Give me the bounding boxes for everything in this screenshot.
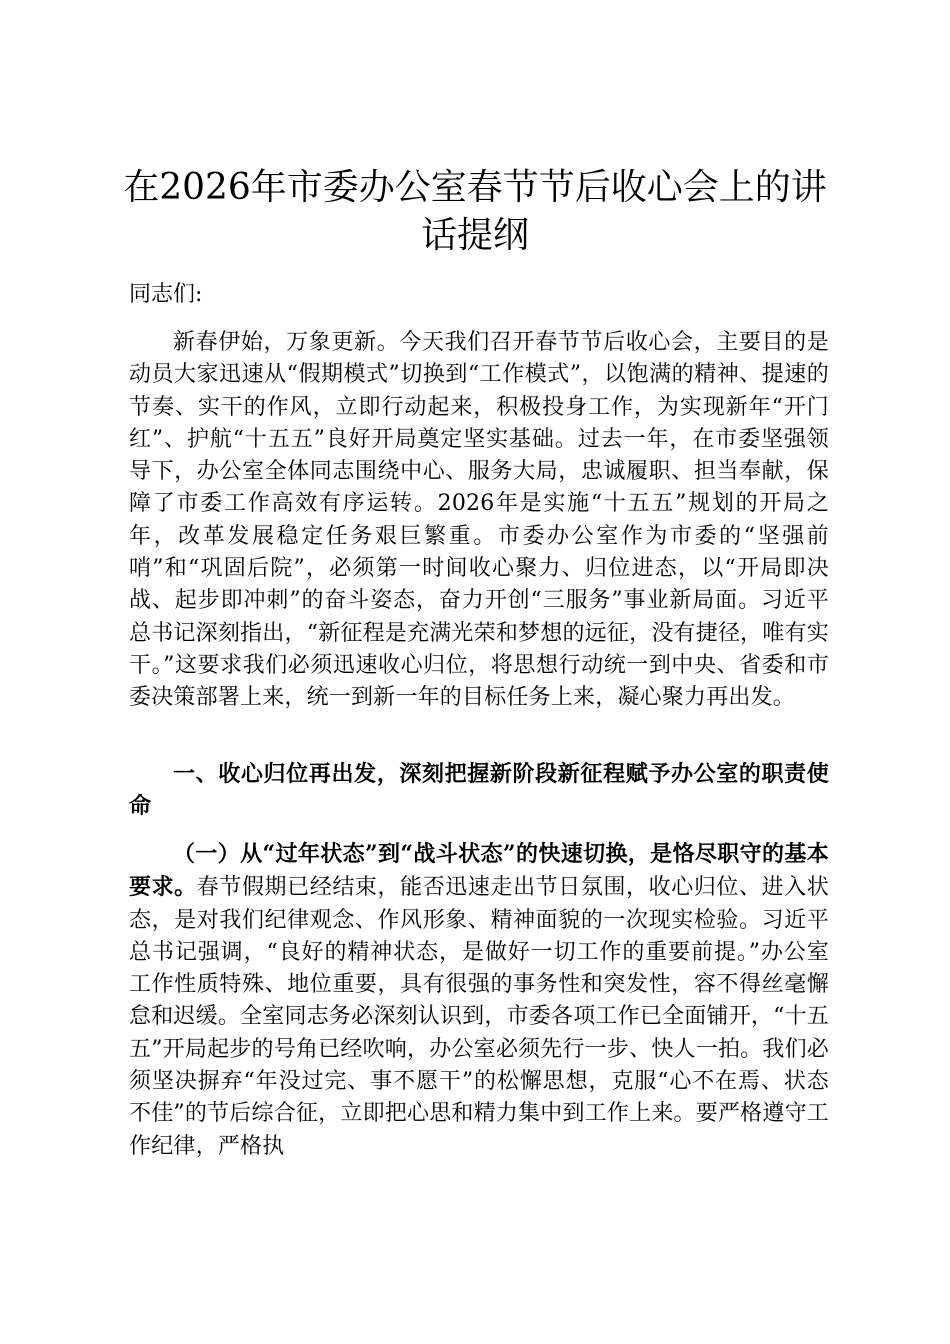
document-title: 在2026年市委办公室春节节后收心会上的讲话提纲: [123, 167, 827, 256]
subsection-lead-in: （一）从“过年状态”到“战斗状态”的快速切换，是恪尽职守的基本要求。: [129, 841, 829, 901]
section-heading: 一、收心归位再出发，深刻把握新阶段新征程赋予办公室的职责使命: [129, 761, 829, 820]
body-paragraph: 新春伊始，万象更新。今天我们召开春节节后收心会，主要目的是动员大家迅速从“假期模式”切换到“工作模式”，以饱满的精神、提速的节奏、实干的作风，立即行动起来，积极投身工作，为实现新年“开门红”、护航“十五五”良好开局奠定坚实基础。过去一年，在市委坚强领导下，办公室全体同志围绕中心、服务大局，忠诚履职、担当奉献，保障了市委工作高效有序运转。2026年是实施“十五五”规划的开局之年，改革发展稳定任务艰巨繁重。市委办公室作为市委的“坚强前哨”和“巩固后院”，必须第一时间收心聚力、归位进态，以“开局即决战、起步即冲刺”的奋斗姿态，奋力开创“三服务”事业新局面。习近平总书记深刻指出，“新征程是充满光荣和梦想的远征，没有捷径，唯有实干。”这要求我们必须迅速收心归位，将思想行动统一到中央、省委和市委决策部署上来，统一到新一年的目标任务上来，凝心聚力再出发。: [129, 330, 829, 711]
subsection-text: 春节假期已经结束，能否迅速走出节日氛围，收心归位、进入状态，是对我们纪律观念、作风形象、精神面貌的一次现实检验。习近平总书记强调，“良好的精神状态，是做好一切工作的重要前提。”办公室工作性质特殊、地位重要，具有很强的事务性和突发性，容不得丝毫懈怠和迟缓。全室同志务必深刻认识到，市委各项工作已全面铺开，“十五五”开局起步的号角已经吹响，办公室必须先行一步、快人一拍。我们必须坚决摒弃“年没过完、事不愿干”的松懈思想，克服“心不在焉、状态不佳”的节后综合征，立即把心思和精力集中到工作上来。要严格遵守工作纪律，严格执: [129, 875, 829, 1159]
subsection-paragraph: [129, 838, 829, 1163]
salutation: 同志们:: [129, 282, 203, 307]
